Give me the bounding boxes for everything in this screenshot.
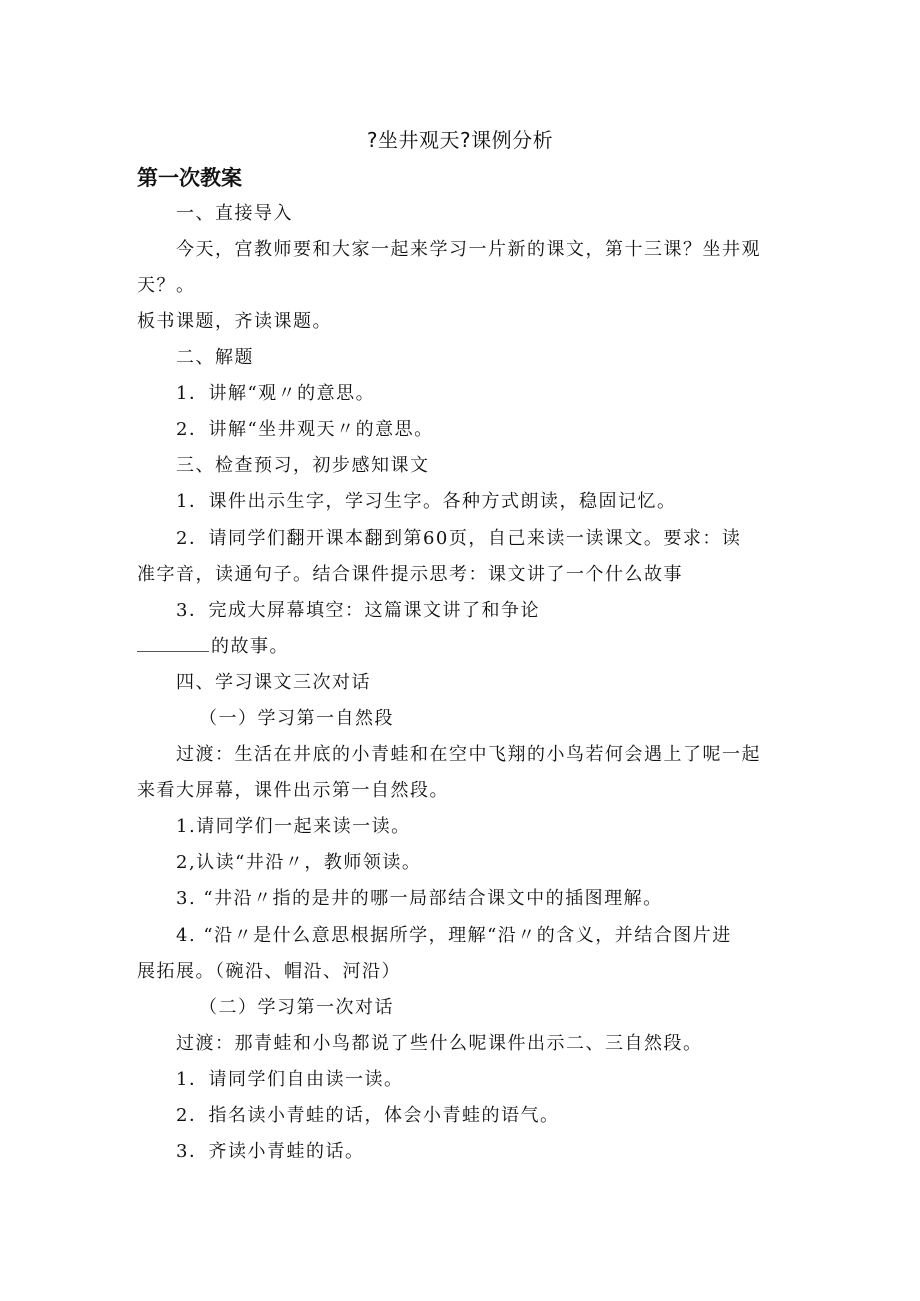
text-line: （二）学习第一次对话 (199, 997, 394, 1018)
text-line: 2．指名读小青蛙的话，体会小青蛙的语气。 (176, 1105, 560, 1126)
text-line: （一）学习第一自然段 (199, 708, 394, 729)
text-line: 3．齐读小青蛙的话。 (176, 1141, 365, 1162)
document-title: ?坐井观天?课例分析 (366, 128, 554, 152)
text-line: 展拓展。（碗沿、帽沿、河沿） (137, 961, 401, 982)
text-line: 2．讲解“坐井观天〃的意思。 (176, 419, 434, 440)
text-line: 过渡：生活在井底的小青蛙和在空中飞翔的小鸟若何会遇上了呢一起 (176, 744, 761, 765)
text-line: 一、直接导入 (176, 203, 293, 224)
text-line: 4. “沿〃是什么意思根据所学，理解“沿〃的含义，并结合图片进 (176, 925, 732, 946)
text-line: 准字音，读通句子。结合课件提示思考：课文讲了一个什么故事 (137, 564, 683, 585)
text-line: 1．讲解“观〃的意思。 (176, 383, 376, 404)
text-line: 2,认读“井沿〃，教师领读。 (176, 852, 422, 873)
text-line: 1.请同学们一起来读一读。 (176, 816, 411, 837)
text-line: 过渡：那青蛙和小鸟都说了些什么呢课件出示二、三自然段。 (176, 1033, 703, 1054)
fill-in-blank (137, 637, 209, 652)
text-line: 1．请同学们自由读一读。 (176, 1069, 404, 1090)
text-line: 2．请同学们翻开课本翻到第60页，自己来读一读课文。要求：读 (176, 528, 742, 549)
text-line (137, 635, 289, 659)
text-line: 二、解题 (176, 347, 254, 368)
text-line: 天？。 (137, 275, 196, 296)
text-line: 板书课题，齐读课题。 (137, 311, 332, 332)
text-line: 今天，宫教师要和大家一起来学习一片新的课文，第十三课？坐井观 (176, 239, 761, 260)
text-line-content: 的故事。 (211, 636, 289, 657)
text-line: 3．完成大屏幕填空：这篇课文讲了和争论 (176, 600, 540, 621)
text-line: 四、学习课文三次对话 (176, 672, 371, 693)
text-line: 3. “井沿〃指的是井的哪一局部结合课文中的插图理解。 (176, 888, 663, 909)
text-line: 来看大屏幕，课件出示第一自然段。 (137, 780, 449, 801)
section-heading: 第一次教案 (137, 166, 242, 190)
text-line: 三、检查预习，初步感知课文 (176, 455, 430, 476)
text-line: 1．课件出示生字，学习生字。各种方式朗读，稳固记忆。 (176, 491, 677, 512)
